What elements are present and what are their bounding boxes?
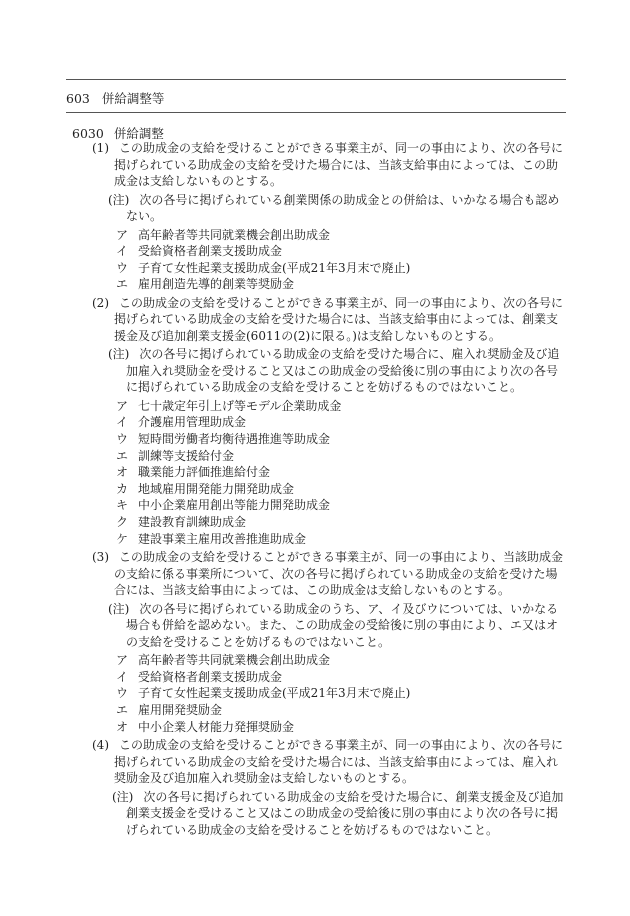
- item-text: 雇用開発奨励金: [138, 703, 223, 717]
- list-item: [0, 481, 566, 498]
- item-label: エ: [116, 277, 129, 292]
- list-item: [0, 398, 566, 415]
- item-label: イ: [116, 415, 129, 430]
- item-label: ウ: [116, 686, 129, 701]
- item-label: ク: [116, 515, 129, 530]
- paragraph-text: この助成金の支給を受けることができる事業主が、同一の事由により、次の各号に掲げられている助成金の支給を受けた場合には、当該支給事由によっては、この助成金は支給しないものとする。: [114, 141, 564, 188]
- item-text: 介護雇用管理助成金: [138, 415, 247, 430]
- paragraph-number: (3): [92, 550, 109, 565]
- paragraph-text: この助成金の支給を受けることができる事業主が、同一の事由により、次の各号に掲げられている助成金の支給を受けた場合には、当該支給事由によっては、創業支援金及び追加創業支援金(6011の(2)に限る。)は支給しないものとする。: [114, 295, 564, 343]
- item-label: オ: [116, 465, 129, 480]
- item-text: 高年齢者等共同就業機会創出助成金: [138, 653, 331, 668]
- paragraph-1: [0, 140, 566, 190]
- paragraph-2: [0, 295, 566, 345]
- note-mark: (注): [108, 192, 130, 207]
- list-item: [0, 531, 566, 548]
- list-item: [0, 652, 566, 669]
- note-text: 次の各号に掲げられている助成金のうち、ア、イ及びウについては、いかなる場合も併給を認めない。また、この助成金の受給後に別の事由により、エ又はオの支給を受けることを妨げるものではないこと。: [126, 601, 559, 649]
- paragraph-text: この助成金の支給を受けることができる事業主が、同一の事由により、次の各号に掲げられている助成金の支給を受けた場合には、当該支給事由によっては、雇入れ奨励金及び追加雇入れ奨励金は支給しないものとする。: [114, 738, 564, 786]
- item-text: 中小企業雇用創出等能力開発助成金: [138, 498, 331, 513]
- item-text: 地域雇用開発能力開発助成金: [138, 481, 295, 496]
- item-text: 建設教育訓練助成金: [138, 515, 247, 530]
- item-label: ウ: [116, 432, 129, 447]
- note-text: 次の各号に掲げられている助成金の支給を受けた場合に、創業支援金及び追加創業支援金を受けること又はこの助成金の受給後に別の事由により次の各号に掲げられている助成金の支給を受けることを妨げるものではないこと。: [126, 789, 564, 837]
- item-label: エ: [116, 703, 129, 717]
- page-header: [66, 89, 176, 107]
- section-code: 6030: [72, 126, 104, 141]
- list-item: [0, 260, 566, 277]
- note-4: [0, 789, 566, 839]
- note-text: 次の各号に掲げられている創業関係の助成金との併給は、いかなる場合も認めない。: [126, 192, 560, 223]
- item-label: イ: [116, 244, 129, 259]
- item-label: ケ: [116, 531, 129, 546]
- header-rule: [66, 112, 566, 113]
- item-label: イ: [116, 669, 129, 684]
- item-label: ア: [116, 653, 129, 668]
- note-mark: (注): [108, 347, 130, 362]
- list-item: [0, 448, 566, 465]
- header-code: 603: [66, 91, 90, 106]
- section-title: 併給調整: [113, 126, 164, 141]
- list-item: [0, 243, 566, 260]
- list-item: [0, 276, 566, 293]
- paragraph-number: (4): [92, 738, 109, 753]
- item-text: 子育て女性起業支援助成金(平成21年3月末で廃止): [138, 260, 411, 275]
- item-text: 職業能力評価推進給付金: [138, 465, 271, 480]
- list-item: [0, 431, 566, 448]
- item-label: キ: [116, 498, 129, 513]
- paragraph-3: [0, 549, 566, 599]
- list-item: [0, 414, 566, 431]
- item-label: エ: [116, 448, 129, 463]
- list-item: [0, 227, 566, 244]
- list-item: [0, 669, 566, 686]
- top-rule: [66, 79, 566, 80]
- list-item: [0, 685, 566, 702]
- item-label: オ: [116, 719, 129, 734]
- note-text: 次の各号に掲げられている助成金の支給を受けた場合に、雇入れ奨励金及び追加雇入れ奨励金を受けること又はこの助成金の受給後に別の事由により次の各号に掲げられている助成金の支給を受けることを妨げるものではないこと。: [126, 347, 560, 395]
- paragraph-number: (1): [92, 141, 109, 155]
- list-item: [0, 702, 566, 719]
- note-2: [0, 346, 566, 396]
- paragraph-4: [0, 737, 566, 787]
- document-body: [0, 140, 630, 838]
- item-label: ウ: [116, 260, 129, 275]
- item-text: 訓練等支援給付金: [138, 448, 235, 463]
- header-title: 併給調整等: [101, 91, 165, 106]
- item-label: カ: [116, 481, 129, 496]
- item-text: 建設事業主雇用改善推進助成金: [138, 531, 307, 546]
- item-text: 高年齢者等共同就業機会創出助成金: [138, 227, 331, 242]
- item-text: 中小企業人材能力発揮奨励金: [138, 719, 295, 734]
- list-item: [0, 464, 566, 481]
- item-label: ア: [116, 398, 129, 413]
- item-text: 子育て女性起業支援助成金(平成21年3月末で廃止): [138, 686, 411, 701]
- note-3: [0, 601, 566, 651]
- item-text: 受給資格者創業支援助成金: [138, 244, 283, 259]
- item-text: 雇用創造先導的創業等奨励金: [138, 277, 295, 292]
- paragraph-number: (2): [92, 295, 109, 310]
- item-label: ア: [116, 227, 129, 242]
- list-item: [0, 719, 566, 736]
- list-item: [0, 497, 566, 514]
- item-text: 七十歳定年引上げ等モデル企業助成金: [138, 398, 342, 413]
- list-item: [0, 514, 566, 531]
- item-text: 短時間労働者均衡待遇推進等助成金: [138, 432, 331, 447]
- note-mark: (注): [108, 601, 130, 616]
- note-mark: (注): [112, 789, 134, 804]
- note-1: [0, 192, 566, 225]
- item-text: 受給資格者創業支援助成金: [138, 669, 283, 684]
- paragraph-text: この助成金の支給を受けることができる事業主が、同一の事由により、当該助成金の支給に係る事業所について、次の各号に掲げられている助成金の支給を受けた場合には、当該支給事由によっては、この助成金は支給しないものとする。: [114, 550, 564, 598]
